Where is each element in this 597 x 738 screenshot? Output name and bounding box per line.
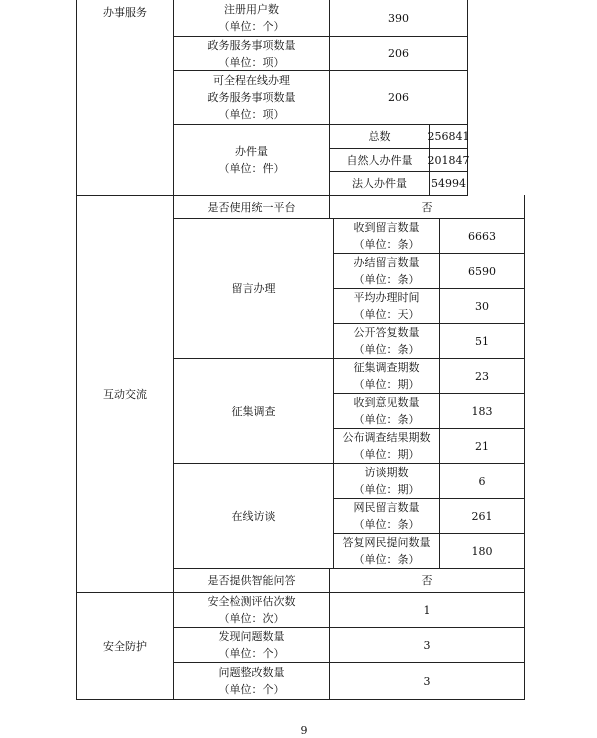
registered-users-value: 390 [388,11,409,25]
smart-qa-label: 是否提供智能问答 [207,574,296,587]
service-items-label: 政务服务事项数量 （单位：项） [207,38,296,69]
messages-finished-label: 办结留言数量 （单位：条） [353,256,420,286]
table-rule [524,195,525,700]
service-items-value: 206 [388,47,409,60]
section-label-security: 安全防护 [103,639,147,653]
public-replies-value: 51 [475,334,489,348]
messages-finished-value: 6590 [468,264,496,278]
section-label-interaction: 互动交流 [103,387,147,401]
cases-total-value: 256841 [427,130,470,143]
messages-received-value: 6663 [468,229,496,243]
problems-found-value: 3 [423,638,431,652]
survey-opinions-label: 收到意见数量 （单位：条） [353,396,420,426]
messages-group-label: 留言办理 [231,282,276,295]
cases-natural-value: 201847 [427,153,470,167]
interview-answers-value: 180 [471,544,493,558]
avg-time-label: 平均办理时间 （单位：天） [353,291,420,321]
problems-fixed-label: 问题整改数量 （单位：个） [218,666,285,696]
interview-answers-label: 答复网民提问数量 （单位：条） [342,536,431,566]
interview-count-label: 访谈期数 （单位：期） [353,466,420,496]
survey-opinions-value: 183 [471,404,493,418]
online-items-label: 可全程在线办理 政务服务事项数量 （单位：项） [207,74,296,121]
problems-fixed-value: 3 [423,674,431,688]
problems-found-label: 发现问题数量 （单位：个） [218,630,285,660]
cases-total-label: 总数 [368,130,391,143]
survey-count-label: 征集调查期数 （单位：期） [353,361,420,391]
smart-qa-value: 否 [421,574,433,587]
survey-results-value: 21 [475,439,489,453]
citizen-messages-value: 261 [471,509,493,523]
interviews-group-label: 在线访谈 [231,509,276,523]
avg-time-value: 30 [475,299,489,313]
table-rule [76,699,525,700]
unified-platform-value: 否 [421,200,433,214]
page-number: 9 [300,724,308,737]
unified-platform-label: 是否使用统一平台 [207,200,296,214]
cases-legal-value: 54994 [431,177,466,190]
cases-label: 办件量 （单位：件） [218,145,285,175]
assessments-value: 1 [423,603,431,617]
section-label-service: 办事服务 [103,5,147,19]
citizen-messages-label: 网民留言数量 （单位：条） [353,501,420,531]
survey-count-value: 23 [475,369,489,383]
online-items-value: 206 [388,91,409,104]
messages-received-label: 收到留言数量 （单位：条） [353,221,420,251]
surveys-group-label: 征集调查 [231,404,276,418]
interview-count-value: 6 [478,474,486,488]
registered-users-label: 注册用户数 （单位：个） [218,3,285,33]
cases-natural-label: 自然人办件量 [346,153,413,167]
cases-legal-label: 法人办件量 [352,177,407,190]
survey-results-label: 公布调查结果期数 （单位：期） [342,431,431,461]
assessments-label: 安全检测评估次数 （单位：次） [207,595,296,625]
public-replies-label: 公开答复数量 （单位：条） [353,326,420,356]
